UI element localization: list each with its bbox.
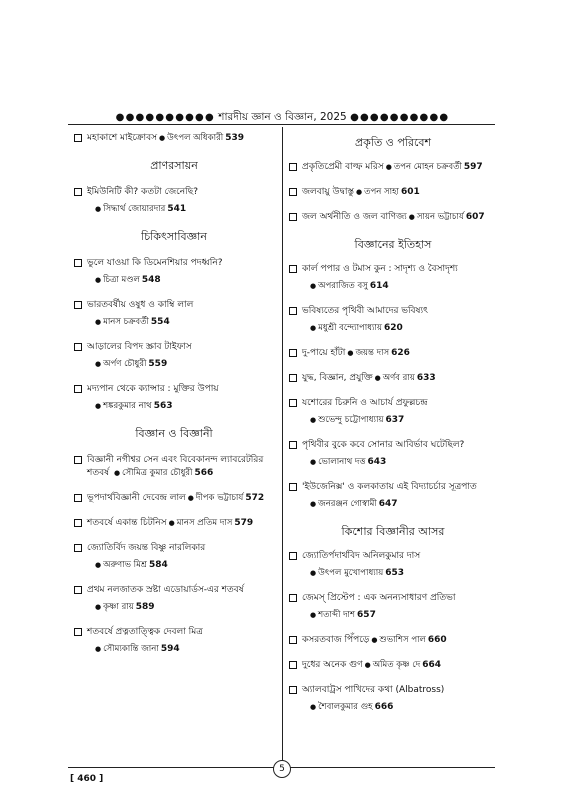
item-page: 566 <box>194 468 214 478</box>
toc-item[interactable]: 'ইউজেনিক্স' ও কলকাতায় এই বিদ্যাচর্চার সূত্রপাত ● জনরঞ্জন গোস্বামী 647 <box>289 481 497 511</box>
header-dots-right: ●●●●●●●●●● <box>350 112 450 123</box>
item-title: ভূপদার্থবিজ্ঞানী দেবেন্দ্র লাল <box>87 493 186 503</box>
item-title: জল অর্থনীতি ও জল বাণিজ্য <box>302 212 407 222</box>
item-title: যুদ্ধ, বিজ্ঞান, প্রযুক্তি <box>302 373 373 383</box>
item-author: জয়ন্ত দাস <box>355 348 390 358</box>
toc-item[interactable]: দু-পায়ে হাঁটা ● জয়ন্ত দাস 626 <box>289 347 497 360</box>
item-page: 647 <box>378 499 398 509</box>
item-page: 614 <box>369 281 389 291</box>
item-title: প্রথম নলজাতক স্রষ্টা এডোয়ার্ডস-এর শতবর্ষ <box>87 585 244 595</box>
item-title: মহাকাশে মাইক্রোবস <box>87 133 158 143</box>
item-title: আড়ালের বিপদ স্ক্রাব টাইফাস <box>87 342 192 352</box>
right-column <box>289 132 497 726</box>
toc-item[interactable]: পৃথিবীর বুকে কবে সোনার আবির্ভাব ঘটেছিল? ● ভোলানাথ দত্ত 643 <box>289 439 497 469</box>
checkbox-icon <box>289 349 297 357</box>
checkbox-icon <box>289 483 297 491</box>
checkbox-icon <box>74 343 82 351</box>
toc-item[interactable]: ভুলে যাওয়া কি ডিমেনশিয়ার পদধ্বনি? ● চিত্রা মণ্ডল 548 <box>74 257 274 287</box>
page-number: 5 <box>273 760 291 778</box>
toc-item[interactable]: ভূপদার্থবিজ্ঞানী দেবেন্দ্র লাল ● দীপক ভট্টাচার্য 572 <box>74 492 274 505</box>
checkbox-icon <box>74 544 82 552</box>
item-page: 660 <box>427 635 447 645</box>
item-page: 548 <box>141 275 161 285</box>
item-title: জেমস্ প্রিস্টেপ : এক অনন্যসাধারণ প্রতিভা <box>302 593 456 603</box>
toc-item[interactable]: জ্যোতির্বিদ জয়ন্ত বিষ্ণু নারলিকার ● অরুণাভ মিশ্র 584 <box>74 542 274 572</box>
section-heading: বিজ্ঞানের ইতিহাস <box>354 238 432 251</box>
checkbox-icon <box>289 374 297 382</box>
item-title: অ্যালবাট্রস পাখিদের কথা (Albatross) <box>302 685 445 695</box>
item-author: চিত্রা মণ্ডল <box>103 275 140 285</box>
toc-item[interactable]: জেমস্ প্রিস্টেপ : এক অনন্যসাধারণ প্রতিভা ● শতাব্দী দাশ 657 <box>289 592 497 622</box>
item-author: অর্পণ চৌধুরী <box>103 359 147 369</box>
checkbox-icon <box>74 188 82 196</box>
item-page: 539 <box>225 133 244 143</box>
checkbox-icon <box>289 636 297 644</box>
item-title: দুধের অনেক গুণ <box>302 660 363 670</box>
item-title: 'ইউজেনিক্স' ও কলকাতায় এই বিদ্যাচর্চার সূত্রপাত <box>302 482 477 492</box>
toc-item[interactable]: ভবিষ্যতের পৃথিবী আমাদের ভবিষ্যৎ ● মধুশ্রী বন্দ্যোপাধ্যায় 620 <box>289 305 497 335</box>
checkbox-icon <box>74 456 82 464</box>
item-title: শতবর্ষে প্রত্নতাত্ত্বিক দেবলা মিত্র <box>87 627 203 637</box>
item-author: উৎপল অধিকারী <box>167 133 224 143</box>
item-author: শৈবালকুমার গুহ <box>318 702 373 712</box>
item-page: 594 <box>160 644 180 654</box>
toc-item[interactable]: শতবর্ষে একান্ত চিটনিস ● মানস প্রতিম দাস 579 <box>74 517 274 530</box>
item-title: কসরতবাজ পিঁপড়ে <box>302 635 370 645</box>
checkbox-icon <box>74 628 82 636</box>
top-rule <box>68 124 495 125</box>
item-author: মানস চক্রবর্তী <box>103 317 149 327</box>
item-author: শুভাশিস পাল <box>379 635 426 645</box>
item-page: 541 <box>167 204 187 214</box>
header-dots-left: ●●●●●●●●●● <box>115 112 215 123</box>
toc-item[interactable]: কার্ল পপার ও টমাস কুন : সাদৃশ্য ও বৈসাদৃশ্য ● অপরাজিত বসু 614 <box>289 263 497 293</box>
item-author: সিদ্ধার্থ জোয়ারদার <box>103 204 166 214</box>
item-author: অরুণাভ মিশ্র <box>103 560 147 570</box>
item-title: জলবায়ু উদ্বাস্তু <box>302 187 354 197</box>
checkbox-icon <box>74 385 82 393</box>
toc-item[interactable]: যুদ্ধ, বিজ্ঞান, প্রযুক্তি ● অর্ণব রায় 633 <box>289 372 497 385</box>
item-author: উৎপল মুখোপাধ্যায় <box>318 568 384 578</box>
item-author: অপরাজিত বসু <box>318 281 368 291</box>
checkbox-icon <box>289 265 297 273</box>
item-title: ভুলে যাওয়া কি ডিমেনশিয়ার পদধ্বনি? <box>87 258 223 268</box>
item-title: মদ্যপান থেকে ক্যান্সার : মুক্তির উপায় <box>87 384 219 394</box>
item-author: মধুশ্রী বন্দ্যোপাধ্যায় <box>318 323 382 333</box>
toc-item[interactable]: জলবায়ু উদ্বাস্তু ● তপন সাহা 601 <box>289 186 497 199</box>
item-author: শতাব্দী দাশ <box>318 610 356 620</box>
item-title: জ্যোতির্পদার্থবিদ অনিলকুমার দাস <box>302 551 421 561</box>
toc-item[interactable]: আড়ালের বিপদ স্ক্রাব টাইফাস ● অর্পণ চৌধুরী 559 <box>74 341 274 371</box>
item-title: ইমিউনিটি কী? কতটা জেনেছি? <box>87 187 198 197</box>
item-title: ভবিষ্যতের পৃথিবী আমাদের ভবিষ্যৎ <box>302 306 428 316</box>
section-heading: চিকিৎসাবিজ্ঞান <box>141 230 207 243</box>
item-author: সৌম্যকান্তি জানা <box>103 644 159 654</box>
header-title: শারদীয় জ্ঞান ও বিজ্ঞান, 2025 <box>218 111 347 123</box>
item-page: 584 <box>148 560 168 570</box>
item-page: 657 <box>357 610 376 620</box>
item-author: মানস প্রতিম দাস <box>176 518 233 528</box>
item-page: 563 <box>153 401 173 411</box>
toc-item[interactable]: যশোরের চিরুনি ও আচার্য প্রফুল্লচন্দ্র ● শুভেন্দু চট্টোপাধ্যায় 637 <box>289 397 497 427</box>
checkbox-icon <box>74 259 82 267</box>
checkbox-icon <box>289 307 297 315</box>
item-author: দীপক ভট্টাচার্য <box>195 493 244 503</box>
item-author: সায়ন ভট্টাচার্য <box>416 212 464 222</box>
toc-item[interactable]: জল অর্থনীতি ও জল বাণিজ্য ● সায়ন ভট্টাচার্য 607 <box>289 211 497 224</box>
toc-item[interactable]: বিজ্ঞানী নগীশ্বর সেন এবং বিবেকানন্দ ল্যাবরেটরির শতবর্ষ ● সৌমিত্র কুমার চৌধুরী 566 <box>74 454 274 480</box>
left-column <box>74 132 274 668</box>
item-author: অর্ণব রায় <box>382 373 415 383</box>
checkbox-icon <box>289 552 297 560</box>
toc-item[interactable]: ভারতবর্ষীয় ওষুধ ও কাম্বি লাল ● মানস চক্রবর্তী 554 <box>74 299 274 329</box>
section-heading: কিশোর বিজ্ঞানীর আসর <box>341 525 445 538</box>
column-divider <box>282 127 283 765</box>
item-author: তপন সাহা <box>364 187 400 197</box>
toc-item[interactable]: ইমিউনিটি কী? কতটা জেনেছি? ● সিদ্ধার্থ জোয়ারদার 541 <box>74 186 274 216</box>
item-author: জনরঞ্জন গোস্বামী <box>318 499 377 509</box>
checkbox-icon <box>289 163 297 171</box>
item-page: 626 <box>391 348 410 358</box>
toc-item[interactable]: অ্যালবাট্রস পাখিদের কথা (Albatross) ● শৈবালকুমার গুহ 666 <box>289 684 497 714</box>
checkbox-icon <box>289 441 297 449</box>
item-title: যশোরের চিরুনি ও আচার্য প্রফুল্লচন্দ্র <box>302 398 428 408</box>
checkbox-icon <box>74 301 82 309</box>
item-title: পৃথিবীর বুকে কবে সোনার আবির্ভাব ঘটেছিল? <box>302 440 465 450</box>
item-author: সৌমিত্র কুমার চৌধুরী <box>122 468 193 478</box>
checkbox-icon <box>289 661 297 669</box>
item-page: 643 <box>367 457 387 467</box>
section-heading: বিজ্ঞান ও বিজ্ঞানী <box>135 427 213 440</box>
item-title: ভারতবর্ষীয় ওষুধ ও কাম্বি লাল <box>87 300 194 310</box>
checkbox-icon <box>74 519 82 527</box>
toc-item[interactable]: মহাকাশে মাইক্রোবস ● উৎপল অধিকারী 539 <box>74 132 274 145</box>
section-heading: প্রাণরসায়ন <box>150 159 198 172</box>
checkbox-icon <box>74 134 82 142</box>
item-author: কৃষ্ণা রায় <box>103 602 134 612</box>
item-title: শতবর্ষে একান্ত চিটনিস <box>87 518 167 528</box>
item-author: ভোলানাথ দত্ত <box>318 457 366 467</box>
item-title: প্রকৃতিপ্রেমী বাল্ফ মরিস <box>302 162 384 172</box>
checkbox-icon <box>289 188 297 196</box>
toc-item[interactable]: দুধের অনেক গুণ ● অমিত কৃষ্ণ দে 664 <box>289 659 497 672</box>
item-page: 633 <box>416 373 436 383</box>
item-page: 579 <box>234 518 254 528</box>
toc-item[interactable]: কসরতবাজ পিঁপড়ে ● শুভাশিস পাল 660 <box>289 634 497 647</box>
checkbox-icon <box>74 494 82 502</box>
item-page: 554 <box>150 317 170 327</box>
item-title: কার্ল পপার ও টমাস কুন : সাদৃশ্য ও বৈসাদৃশ্য <box>302 264 458 274</box>
item-page: 607 <box>465 212 485 222</box>
checkbox-icon <box>289 686 297 694</box>
checkbox-icon <box>74 586 82 594</box>
item-page: 664 <box>422 660 442 670</box>
section-heading: প্রকৃতি ও পরিবেশ <box>354 136 432 149</box>
item-title: বিজ্ঞানী নগীশ্বর সেন এবং বিবেকানন্দ ল্যাবরেটরির শতবর্ষ <box>87 455 264 478</box>
item-title: জ্যোতির্বিদ জয়ন্ত বিষ্ণু নারলিকার <box>87 543 206 553</box>
checkbox-icon <box>289 399 297 407</box>
item-author: তপন মোহন চক্রবর্তী <box>393 162 462 172</box>
item-author: শুভেন্দু চট্টোপাধ্যায় <box>318 415 384 425</box>
footer-folio: [ 460 ] <box>70 774 104 784</box>
item-page: 620 <box>383 323 403 333</box>
toc-item[interactable]: প্রকৃতিপ্রেমী বাল্ফ মরিস ● তপন মোহন চক্রবর্তী 597 <box>289 161 497 174</box>
toc-item[interactable]: জ্যোতির্পদার্থবিদ অনিলকুমার দাস ● উৎপল মুখোপাধ্যায় 653 <box>289 550 497 580</box>
item-page: 597 <box>463 162 483 172</box>
toc-item[interactable]: প্রথম নলজাতক স্রষ্টা এডোয়ার্ডস-এর শতবর্ষ ● কৃষ্ণা রায় 589 <box>74 584 274 614</box>
item-page: 559 <box>148 359 168 369</box>
item-page: 637 <box>385 415 405 425</box>
item-author: শঙ্করকুমার নাথ <box>103 401 152 411</box>
item-page: 572 <box>245 493 265 503</box>
item-page: 601 <box>401 187 420 197</box>
item-page: 653 <box>385 568 404 578</box>
toc-item[interactable]: মদ্যপান থেকে ক্যান্সার : মুক্তির উপায় ● শঙ্করকুমার নাথ 563 <box>74 383 274 413</box>
item-author: অমিত কৃষ্ণ দে <box>372 660 421 670</box>
checkbox-icon <box>289 213 297 221</box>
item-page: 589 <box>135 602 155 612</box>
toc-item[interactable]: শতবর্ষে প্রত্নতাত্ত্বিক দেবলা মিত্র ● সৌম্যকান্তি জানা 594 <box>74 626 274 656</box>
item-title: দু-পায়ে হাঁটা <box>302 348 346 358</box>
item-page: 666 <box>374 702 394 712</box>
checkbox-icon <box>289 594 297 602</box>
